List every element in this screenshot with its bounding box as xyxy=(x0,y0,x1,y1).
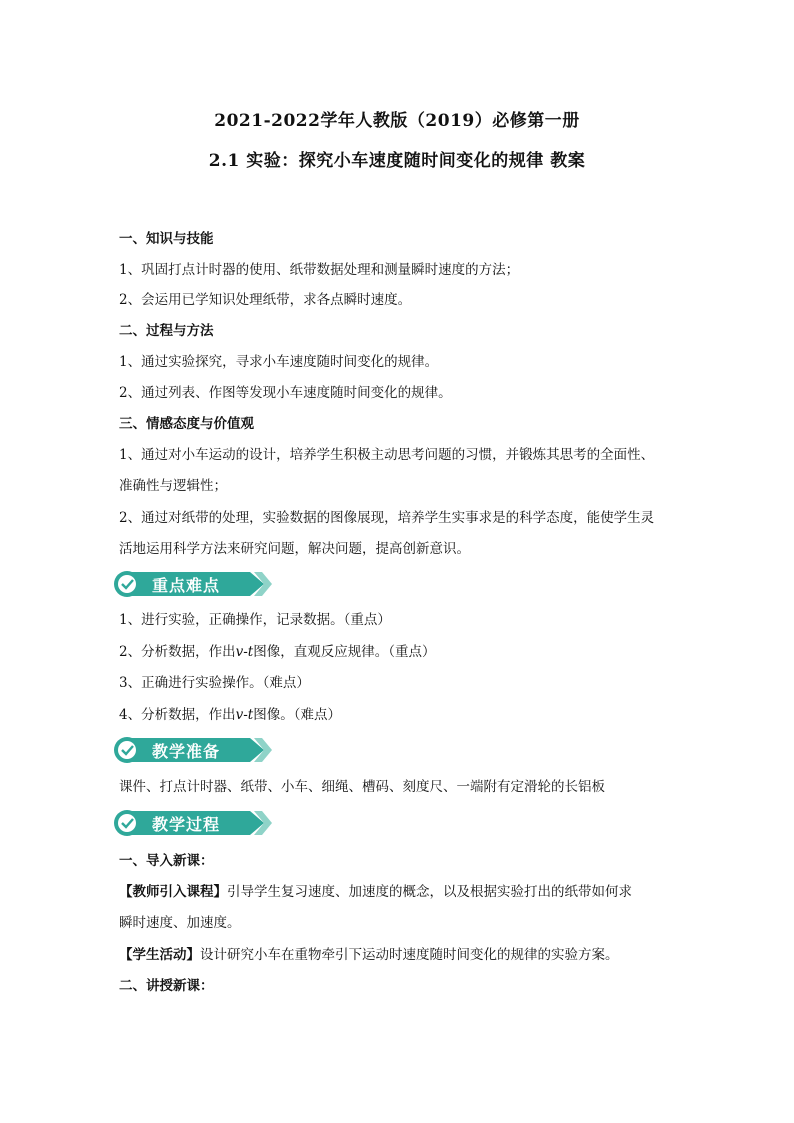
variable-v: v xyxy=(235,707,244,723)
variable-v: v xyxy=(235,644,244,660)
list-item: 1、巩固打点计时器的使用、纸带数据处理和测量瞬时速度的方法； xyxy=(119,262,520,278)
variable-t: t xyxy=(247,707,254,723)
text-segment: 4、分析数据，作出 xyxy=(119,707,236,723)
teacher-tag: 【教师引入课程】 xyxy=(119,884,227,900)
text-segment: 2、分析数据，作出 xyxy=(119,644,236,660)
text-segment: 引导学生复习速度、加速度的概念，以及根据实验打出的纸带如何求 xyxy=(227,884,632,900)
banner-key-points xyxy=(112,569,272,599)
list-item: 2、会运用已学知识处理纸带，求各点瞬时速度。 xyxy=(119,292,412,308)
paragraph-student xyxy=(119,945,679,965)
text-segment: - xyxy=(243,644,248,660)
list-item: 1、通过实验探究，寻求小车速度随时间变化的规律。 xyxy=(119,354,439,370)
section-heading-knowledge: 一、知识与技能 xyxy=(119,231,214,247)
list-item xyxy=(119,642,679,662)
text-segment: 设计研究小车在重物牵引下运动时速度随时间变化的规律的实验方案。 xyxy=(200,947,619,963)
preparation-text: 课件、打点计时器、纸带、小车、细绳、槽码、刻度尺、一端附有定滑轮的长铝板 xyxy=(119,779,605,795)
list-item: 准确性与逻辑性； xyxy=(119,478,227,494)
list-item xyxy=(119,705,679,725)
banner-preparation xyxy=(112,735,272,765)
list-item: 2、通过对纸带的处理，实验数据的图像展现，培养学生实事求是的科学态度，能使学生灵 xyxy=(119,510,655,526)
process-heading-new-lesson: 二、讲授新课： xyxy=(119,978,214,994)
list-item: 2、通过列表、作图等发现小车速度随时间变化的规律。 xyxy=(119,385,452,401)
variable-t: t xyxy=(247,644,254,660)
text-segment: 图像，直观反应规律。（重点） xyxy=(253,644,436,660)
list-item: 活地运用科学方法来研究问题，解决问题，提高创新意识。 xyxy=(119,541,470,557)
banner-process xyxy=(112,808,272,838)
document-subtitle: 2.1 实验：探究小车速度随时间变化的规律 教案 xyxy=(208,151,586,171)
banner-label: 教学过程 xyxy=(152,815,221,834)
document-title: 2021-2022学年人教版（2019）必修第一册 xyxy=(214,111,580,131)
list-item: 3、正确进行实验操作。（难点） xyxy=(119,675,310,691)
banner-label: 教学准备 xyxy=(152,742,221,761)
paragraph-teacher-cont: 瞬时速度、加速度。 xyxy=(119,915,241,931)
text-segment: - xyxy=(243,707,248,723)
section-heading-attitude: 三、情感态度与价值观 xyxy=(119,416,254,432)
paragraph-teacher xyxy=(119,882,679,902)
list-item: 1、进行实验，正确操作，记录数据。（重点） xyxy=(119,612,391,628)
process-heading-intro: 一、导入新课： xyxy=(119,853,214,869)
section-heading-process-method: 二、过程与方法 xyxy=(119,323,214,339)
banner-label: 重点难点 xyxy=(152,576,221,595)
text-segment: 图像。（难点） xyxy=(253,707,341,723)
student-tag: 【学生活动】 xyxy=(119,947,200,963)
list-item: 1、通过对小车运动的设计，培养学生积极主动思考问题的习惯，并锻炼其思考的全面性、 xyxy=(119,447,655,463)
